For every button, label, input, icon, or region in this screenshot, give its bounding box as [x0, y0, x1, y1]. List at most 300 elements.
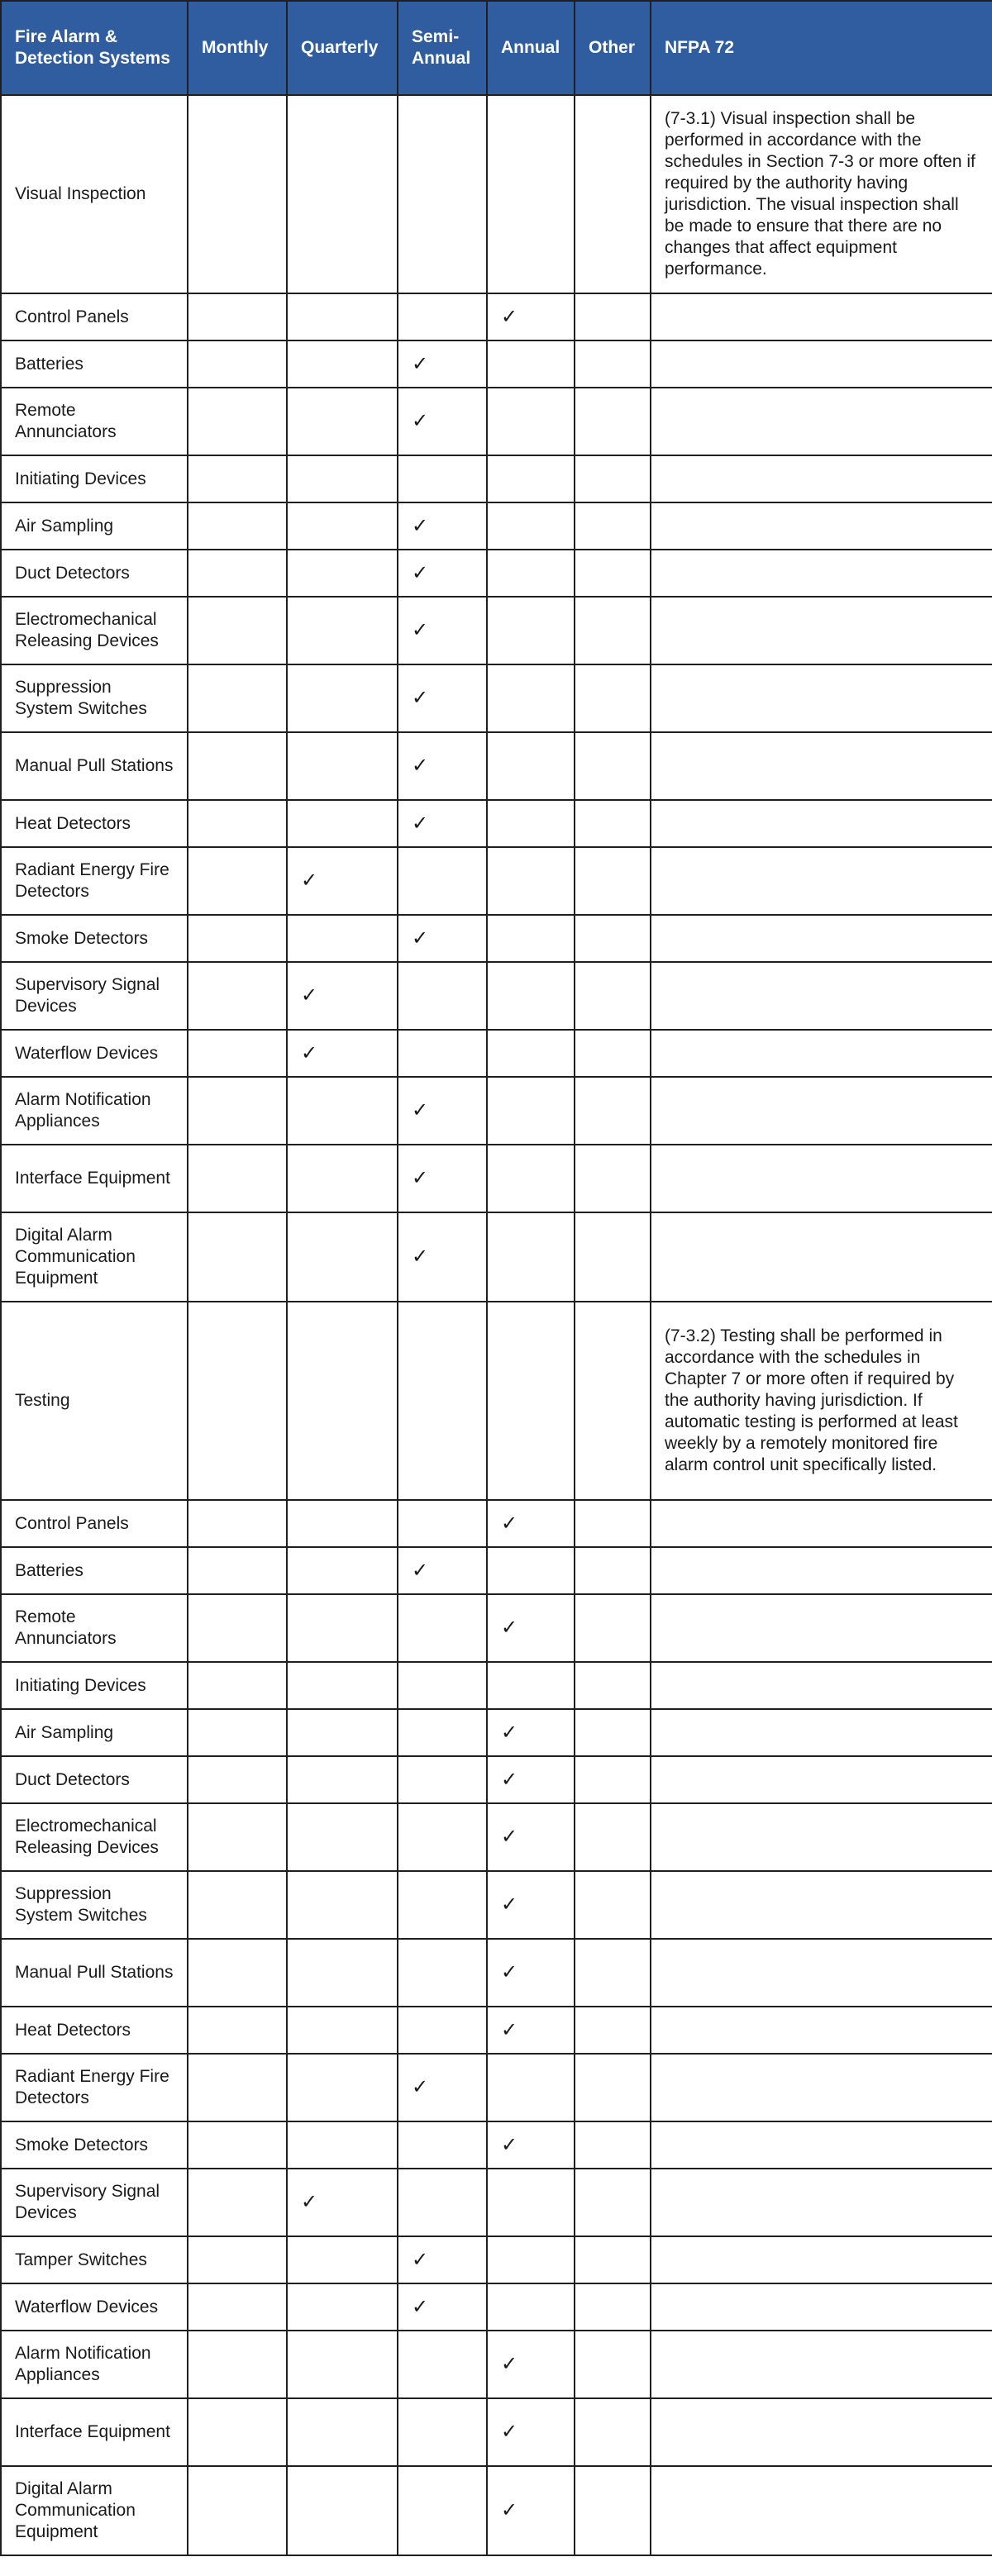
- nfpa-note: [651, 800, 992, 847]
- cell-other: [575, 962, 651, 1030]
- row-label: Tamper Switches: [1, 2236, 188, 2283]
- row-label: Suppression System Switches: [1, 1871, 188, 1939]
- nfpa-note: [651, 1212, 992, 1302]
- cell-quarterly: [287, 1212, 398, 1302]
- table-row: [1, 293, 992, 340]
- cell-other: [575, 502, 651, 550]
- table-row: [1, 2466, 992, 2555]
- nfpa-note: [651, 550, 992, 597]
- nfpa-note: [651, 1939, 992, 2007]
- cell-semi-annual: [398, 1662, 487, 1709]
- nfpa-note: [651, 1803, 992, 1871]
- cell-annual: [487, 1302, 575, 1500]
- cell-quarterly: [287, 1871, 398, 1939]
- cell-quarterly: [287, 597, 398, 664]
- table-row: [1, 502, 992, 550]
- cell-other: [575, 2283, 651, 2331]
- checkmark-icon: ✓: [501, 1721, 518, 1744]
- table-row: [1, 2398, 992, 2466]
- cell-annual: [487, 95, 575, 293]
- cell-annual: [487, 455, 575, 502]
- table-row: [1, 962, 992, 1030]
- checkmark-icon: ✓: [412, 1167, 429, 1189]
- cell-monthly: [188, 962, 287, 1030]
- cell-annual: [487, 2054, 575, 2121]
- cell-monthly: [188, 847, 287, 915]
- table-row: [1, 664, 992, 732]
- row-label: Heat Detectors: [1, 800, 188, 847]
- row-label: Interface Equipment: [1, 2398, 188, 2466]
- checkmark-icon: ✓: [412, 755, 429, 777]
- row-label: Initiating Devices: [1, 455, 188, 502]
- cell-other: [575, 2054, 651, 2121]
- nfpa-note: [651, 2121, 992, 2169]
- nfpa-note: [651, 2283, 992, 2331]
- cell-other: [575, 1077, 651, 1145]
- header-row: [1, 1, 992, 95]
- checkmark-icon: ✓: [501, 1512, 518, 1535]
- nfpa-note: [651, 664, 992, 732]
- cell-other: [575, 1709, 651, 1756]
- cell-monthly: [188, 95, 287, 293]
- cell-quarterly: [287, 2054, 398, 2121]
- cell-monthly: [188, 597, 287, 664]
- row-label: Manual Pull Stations: [1, 732, 188, 800]
- cell-semi-annual: [398, 2007, 487, 2054]
- checkmark-icon: ✓: [412, 410, 429, 432]
- cell-annual: [487, 293, 575, 340]
- checkmark-icon: ✓: [501, 2018, 518, 2041]
- nfpa-note: [651, 1594, 992, 1662]
- cell-monthly: [188, 800, 287, 847]
- table-row: [1, 2007, 992, 2054]
- table-body: [1, 95, 992, 2555]
- cell-semi-annual: [398, 962, 487, 1030]
- cell-other: [575, 1030, 651, 1077]
- cell-other: [575, 1302, 651, 1500]
- row-label: Air Sampling: [1, 502, 188, 550]
- row-label: Supervisory Signal Devices: [1, 2169, 188, 2236]
- table-row: [1, 1871, 992, 1939]
- cell-other: [575, 1594, 651, 1662]
- cell-annual: [487, 1803, 575, 1871]
- cell-annual: [487, 388, 575, 455]
- cell-quarterly: [287, 2169, 398, 2236]
- row-label: Smoke Detectors: [1, 915, 188, 962]
- cell-quarterly: [287, 1547, 398, 1594]
- nfpa-note: [651, 732, 992, 800]
- cell-semi-annual: [398, 1594, 487, 1662]
- cell-semi-annual: [398, 293, 487, 340]
- cell-monthly: [188, 2054, 287, 2121]
- cell-annual: [487, 847, 575, 915]
- cell-quarterly: [287, 1709, 398, 1756]
- cell-other: [575, 1939, 651, 2007]
- row-label: Initiating Devices: [1, 1662, 188, 1709]
- cell-semi-annual: [398, 1756, 487, 1803]
- checkmark-icon: ✓: [501, 1768, 518, 1791]
- cell-quarterly: [287, 1803, 398, 1871]
- row-label: Smoke Detectors: [1, 2121, 188, 2169]
- cell-monthly: [188, 1594, 287, 1662]
- cell-annual: [487, 664, 575, 732]
- row-label: Waterflow Devices: [1, 1030, 188, 1077]
- cell-semi-annual: [398, 550, 487, 597]
- cell-semi-annual: [398, 915, 487, 962]
- cell-other: [575, 1662, 651, 1709]
- table-row: [1, 455, 992, 502]
- row-label: Control Panels: [1, 293, 188, 340]
- cell-annual: [487, 2007, 575, 2054]
- table-row: [1, 1547, 992, 1594]
- cell-quarterly: [287, 293, 398, 340]
- cell-monthly: [188, 550, 287, 597]
- table-row: [1, 2283, 992, 2331]
- checkmark-icon: ✓: [412, 2248, 429, 2271]
- nfpa-note: [651, 1030, 992, 1077]
- checkmark-icon: ✓: [412, 1099, 429, 1121]
- cell-monthly: [188, 1212, 287, 1302]
- cell-monthly: [188, 732, 287, 800]
- cell-semi-annual: [398, 1030, 487, 1077]
- nfpa-note: [651, 1871, 992, 1939]
- cell-monthly: [188, 1939, 287, 2007]
- table-row: [1, 550, 992, 597]
- table-row: [1, 1302, 992, 1500]
- nfpa-note: [651, 2007, 992, 2054]
- cell-other: [575, 455, 651, 502]
- cell-monthly: [188, 2331, 287, 2398]
- table-row: [1, 2169, 992, 2236]
- cell-other: [575, 2121, 651, 2169]
- cell-annual: [487, 1756, 575, 1803]
- nfpa-note: [651, 1756, 992, 1803]
- cell-semi-annual: [398, 2236, 487, 2283]
- cell-annual: [487, 2331, 575, 2398]
- nfpa-note: [651, 455, 992, 502]
- header-annual: Annual: [487, 1, 575, 95]
- row-label: Testing: [1, 1302, 188, 1500]
- table-row: [1, 2331, 992, 2398]
- checkmark-icon: ✓: [412, 926, 429, 950]
- cell-quarterly: [287, 1756, 398, 1803]
- cell-quarterly: [287, 1500, 398, 1547]
- header-system: Fire Alarm & Detection Systems: [1, 1, 188, 95]
- table-row: [1, 1939, 992, 2007]
- cell-quarterly: [287, 340, 398, 388]
- cell-annual: [487, 2466, 575, 2555]
- cell-monthly: [188, 455, 287, 502]
- checkmark-icon: ✓: [501, 1617, 518, 1639]
- table-row: [1, 800, 992, 847]
- cell-semi-annual: [398, 95, 487, 293]
- cell-quarterly: [287, 2007, 398, 2054]
- cell-annual: [487, 800, 575, 847]
- cell-monthly: [188, 293, 287, 340]
- checkmark-icon: ✓: [501, 1893, 518, 1916]
- cell-semi-annual: [398, 1500, 487, 1547]
- table-row: [1, 1145, 992, 1212]
- table-row: [1, 1709, 992, 1756]
- cell-other: [575, 1547, 651, 1594]
- cell-semi-annual: [398, 1145, 487, 1212]
- row-label: Digital Alarm Communication Equipment: [1, 1212, 188, 1302]
- cell-quarterly: [287, 1662, 398, 1709]
- cell-annual: [487, 1662, 575, 1709]
- cell-quarterly: [287, 800, 398, 847]
- cell-quarterly: [287, 2283, 398, 2331]
- header-semi-annual: Semi-Annual: [398, 1, 487, 95]
- cell-monthly: [188, 2236, 287, 2283]
- cell-other: [575, 2007, 651, 2054]
- cell-monthly: [188, 2466, 287, 2555]
- cell-monthly: [188, 1756, 287, 1803]
- cell-semi-annual: [398, 2169, 487, 2236]
- nfpa-note: [651, 2236, 992, 2283]
- cell-quarterly: [287, 2121, 398, 2169]
- cell-other: [575, 2398, 651, 2466]
- cell-annual: [487, 502, 575, 550]
- cell-semi-annual: [398, 732, 487, 800]
- cell-monthly: [188, 2169, 287, 2236]
- nfpa-note: (7-3.1) Visual inspection shall be performed in accordance with the schedules in Section 7-3 or more often if required by the authority having jurisdiction. The visual inspection shall be made to ensure that there are no changes that affect equipment performance.: [651, 95, 992, 293]
- cell-semi-annual: [398, 664, 487, 732]
- cell-annual: [487, 1547, 575, 1594]
- row-label: Supervisory Signal Devices: [1, 962, 188, 1030]
- cell-semi-annual: [398, 1547, 487, 1594]
- row-label: Interface Equipment: [1, 1145, 188, 1212]
- cell-annual: [487, 1077, 575, 1145]
- cell-semi-annual: [398, 1803, 487, 1871]
- cell-other: [575, 664, 651, 732]
- checkmark-icon: ✓: [412, 561, 429, 584]
- nfpa-note: [651, 847, 992, 915]
- cell-monthly: [188, 1030, 287, 1077]
- cell-quarterly: [287, 1077, 398, 1145]
- table-row: [1, 1594, 992, 1662]
- cell-semi-annual: [398, 388, 487, 455]
- checkmark-icon: ✓: [501, 2499, 518, 2521]
- header-quarterly: Quarterly: [287, 1, 398, 95]
- cell-monthly: [188, 1500, 287, 1547]
- header-nfpa: NFPA 72: [651, 1, 992, 95]
- nfpa-note: [651, 915, 992, 962]
- cell-monthly: [188, 2283, 287, 2331]
- nfpa-note: [651, 1145, 992, 1212]
- table-row: [1, 1500, 992, 1547]
- cell-quarterly: [287, 1030, 398, 1077]
- cell-annual: [487, 1709, 575, 1756]
- table-row: [1, 597, 992, 664]
- row-label: Digital Alarm Communication Equipment: [1, 2466, 188, 2555]
- cell-semi-annual: [398, 1939, 487, 2007]
- nfpa-note: [651, 1709, 992, 1756]
- row-label: Manual Pull Stations: [1, 1939, 188, 2007]
- checkmark-icon: ✓: [501, 1826, 518, 1848]
- row-label: Alarm Notification Appliances: [1, 1077, 188, 1145]
- cell-other: [575, 2236, 651, 2283]
- nfpa-note: [651, 293, 992, 340]
- row-label: Remote Annunciators: [1, 388, 188, 455]
- table-row: [1, 732, 992, 800]
- cell-other: [575, 95, 651, 293]
- checkmark-icon: ✓: [412, 619, 429, 641]
- checkmark-icon: ✓: [412, 1245, 429, 1268]
- cell-semi-annual: [398, 2283, 487, 2331]
- cell-other: [575, 388, 651, 455]
- cell-semi-annual: [398, 1709, 487, 1756]
- header-monthly: Monthly: [188, 1, 287, 95]
- row-label: Suppression System Switches: [1, 664, 188, 732]
- nfpa-note: [651, 597, 992, 664]
- cell-monthly: [188, 2398, 287, 2466]
- cell-annual: [487, 2236, 575, 2283]
- cell-monthly: [188, 502, 287, 550]
- cell-other: [575, 847, 651, 915]
- table-row: [1, 388, 992, 455]
- cell-monthly: [188, 1871, 287, 1939]
- header-other: Other: [575, 1, 651, 95]
- cell-annual: [487, 2398, 575, 2466]
- cell-semi-annual: [398, 1871, 487, 1939]
- table-row: [1, 95, 992, 293]
- nfpa-note: (7-3.2) Testing shall be performed in accordance with the schedules in Chapter 7 or more often if required by the authority having jurisdiction. If automatic testing is performed at least weekly by a remotely monitored fire alarm control unit specifically listed.: [651, 1302, 992, 1500]
- cell-semi-annual: [398, 340, 487, 388]
- cell-monthly: [188, 915, 287, 962]
- cell-quarterly: [287, 915, 398, 962]
- cell-monthly: [188, 1662, 287, 1709]
- cell-semi-annual: [398, 1212, 487, 1302]
- row-label: Duct Detectors: [1, 1756, 188, 1803]
- row-label: Electromechanical Releasing Devices: [1, 1803, 188, 1871]
- cell-annual: [487, 2169, 575, 2236]
- cell-quarterly: [287, 1302, 398, 1500]
- cell-monthly: [188, 664, 287, 732]
- checkmark-icon: ✓: [412, 812, 429, 835]
- cell-quarterly: [287, 962, 398, 1030]
- table-row: [1, 847, 992, 915]
- cell-other: [575, 340, 651, 388]
- cell-quarterly: [287, 2466, 398, 2555]
- cell-other: [575, 1145, 651, 1212]
- cell-quarterly: [287, 2398, 398, 2466]
- table-row: [1, 1756, 992, 1803]
- cell-quarterly: [287, 1939, 398, 2007]
- nfpa-note: [651, 1662, 992, 1709]
- cell-monthly: [188, 2121, 287, 2169]
- nfpa-note: [651, 340, 992, 388]
- checkmark-icon: ✓: [301, 1041, 318, 1064]
- cell-other: [575, 915, 651, 962]
- cell-monthly: [188, 2007, 287, 2054]
- cell-other: [575, 2169, 651, 2236]
- row-label: Waterflow Devices: [1, 2283, 188, 2331]
- checkmark-icon: ✓: [501, 2133, 518, 2156]
- table-row: [1, 1077, 992, 1145]
- cell-semi-annual: [398, 1302, 487, 1500]
- row-label: Heat Detectors: [1, 2007, 188, 2054]
- table-row: [1, 1212, 992, 1302]
- row-label: Control Panels: [1, 1500, 188, 1547]
- cell-quarterly: [287, 2331, 398, 2398]
- cell-quarterly: [287, 455, 398, 502]
- table-row: [1, 1803, 992, 1871]
- cell-annual: [487, 915, 575, 962]
- nfpa-note: [651, 502, 992, 550]
- nfpa-note: [651, 2466, 992, 2555]
- cell-quarterly: [287, 550, 398, 597]
- table-row: [1, 1662, 992, 1709]
- cell-monthly: [188, 340, 287, 388]
- table-row: [1, 1030, 992, 1077]
- cell-other: [575, 597, 651, 664]
- cell-other: [575, 1871, 651, 1939]
- table-row: [1, 340, 992, 388]
- cell-annual: [487, 597, 575, 664]
- cell-semi-annual: [398, 502, 487, 550]
- row-label: Visual Inspection: [1, 95, 188, 293]
- cell-semi-annual: [398, 1077, 487, 1145]
- cell-semi-annual: [398, 2121, 487, 2169]
- cell-quarterly: [287, 388, 398, 455]
- cell-quarterly: [287, 95, 398, 293]
- cell-semi-annual: [398, 597, 487, 664]
- cell-other: [575, 2466, 651, 2555]
- row-label: Batteries: [1, 1547, 188, 1594]
- cell-semi-annual: [398, 800, 487, 847]
- cell-annual: [487, 1212, 575, 1302]
- cell-annual: [487, 1594, 575, 1662]
- cell-other: [575, 1212, 651, 1302]
- row-label: Batteries: [1, 340, 188, 388]
- nfpa-note: [651, 2169, 992, 2236]
- nfpa-note: [651, 388, 992, 455]
- checkmark-icon: ✓: [412, 514, 429, 537]
- cell-quarterly: [287, 1594, 398, 1662]
- cell-semi-annual: [398, 2331, 487, 2398]
- cell-monthly: [188, 1302, 287, 1500]
- checkmark-icon: ✓: [501, 2421, 518, 2443]
- row-label: Air Sampling: [1, 1709, 188, 1756]
- nfpa-note: [651, 1547, 992, 1594]
- cell-quarterly: [287, 664, 398, 732]
- checkmark-icon: ✓: [301, 869, 318, 892]
- nfpa-note: [651, 962, 992, 1030]
- row-label: Alarm Notification Appliances: [1, 2331, 188, 2398]
- checkmark-icon: ✓: [412, 2076, 429, 2098]
- cell-quarterly: [287, 1145, 398, 1212]
- cell-monthly: [188, 388, 287, 455]
- nfpa-note: [651, 2054, 992, 2121]
- cell-other: [575, 1803, 651, 1871]
- cell-monthly: [188, 1709, 287, 1756]
- cell-annual: [487, 2283, 575, 2331]
- nfpa-note: [651, 1077, 992, 1145]
- checkmark-icon: ✓: [412, 352, 429, 375]
- table-row: [1, 2054, 992, 2121]
- cell-annual: [487, 1500, 575, 1547]
- cell-other: [575, 550, 651, 597]
- nfpa-note: [651, 2331, 992, 2398]
- cell-other: [575, 1756, 651, 1803]
- table-row: [1, 915, 992, 962]
- row-label: Electromechanical Releasing Devices: [1, 597, 188, 664]
- checkmark-icon: ✓: [412, 687, 429, 709]
- cell-annual: [487, 962, 575, 1030]
- nfpa-note: [651, 1500, 992, 1547]
- cell-other: [575, 293, 651, 340]
- cell-annual: [487, 1871, 575, 1939]
